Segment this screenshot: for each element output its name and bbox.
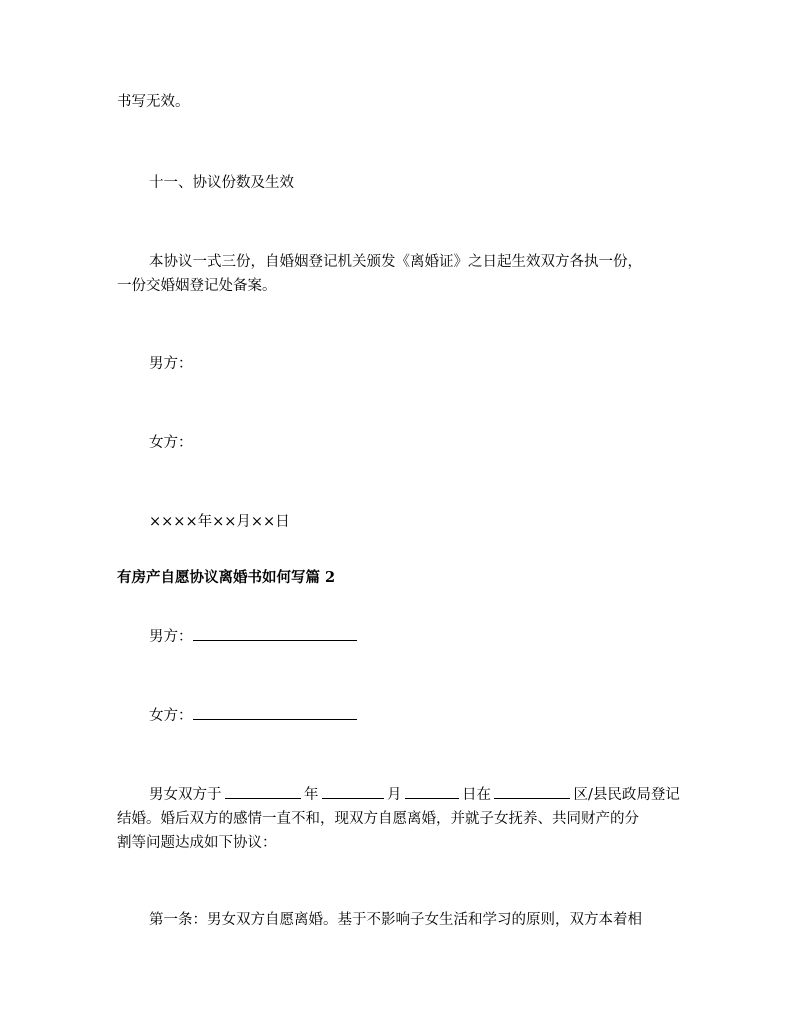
marriage-line-2: 结婚。婚后双方的感情一直不和，现双方自愿离婚，并就子女抚养、共同财产的分	[117, 811, 639, 827]
female-label-2: 女方：	[149, 708, 193, 724]
female-signature-label: 女方：	[149, 435, 193, 451]
month-blank	[322, 783, 384, 799]
district-blank	[494, 783, 570, 799]
male-name-row	[149, 625, 357, 649]
marriage-year-label: 年	[304, 787, 319, 803]
section-11-line-2: 一份交婚姻登记处备案。	[117, 278, 277, 294]
section-11-line-1: 本协议一式三份，自婚姻登记机关颁发《离婚证》之日起生效双方各执一份，	[149, 254, 642, 270]
male-name-blank	[193, 625, 357, 641]
day-blank	[405, 783, 459, 799]
marriage-day-label: 日在	[462, 787, 491, 803]
marriage-prefix: 男女双方于	[149, 787, 222, 803]
clause-1: 第一条：男女双方自愿离婚。基于不影响子女生活和学习的原则，双方本着相	[149, 912, 642, 928]
section-11-title: 十一、协议份数及生效	[149, 175, 294, 191]
paragraph-tail: 书写无效。	[117, 94, 190, 110]
marriage-month-label: 月	[387, 787, 402, 803]
female-name-row	[149, 704, 357, 728]
male-signature-label: 男方：	[149, 356, 193, 372]
year-blank	[225, 783, 301, 799]
male-label-2: 男方：	[149, 629, 193, 645]
marriage-line-1	[149, 783, 680, 807]
date-line: ××××年××月××日	[149, 514, 290, 530]
female-name-blank	[193, 704, 357, 720]
marriage-suffix: 区/县民政局登记	[573, 787, 680, 803]
article-2-heading: 有房产自愿协议离婚书如何写篇 2	[117, 569, 336, 586]
marriage-line-3: 割等问题达成如下协议：	[117, 835, 277, 851]
